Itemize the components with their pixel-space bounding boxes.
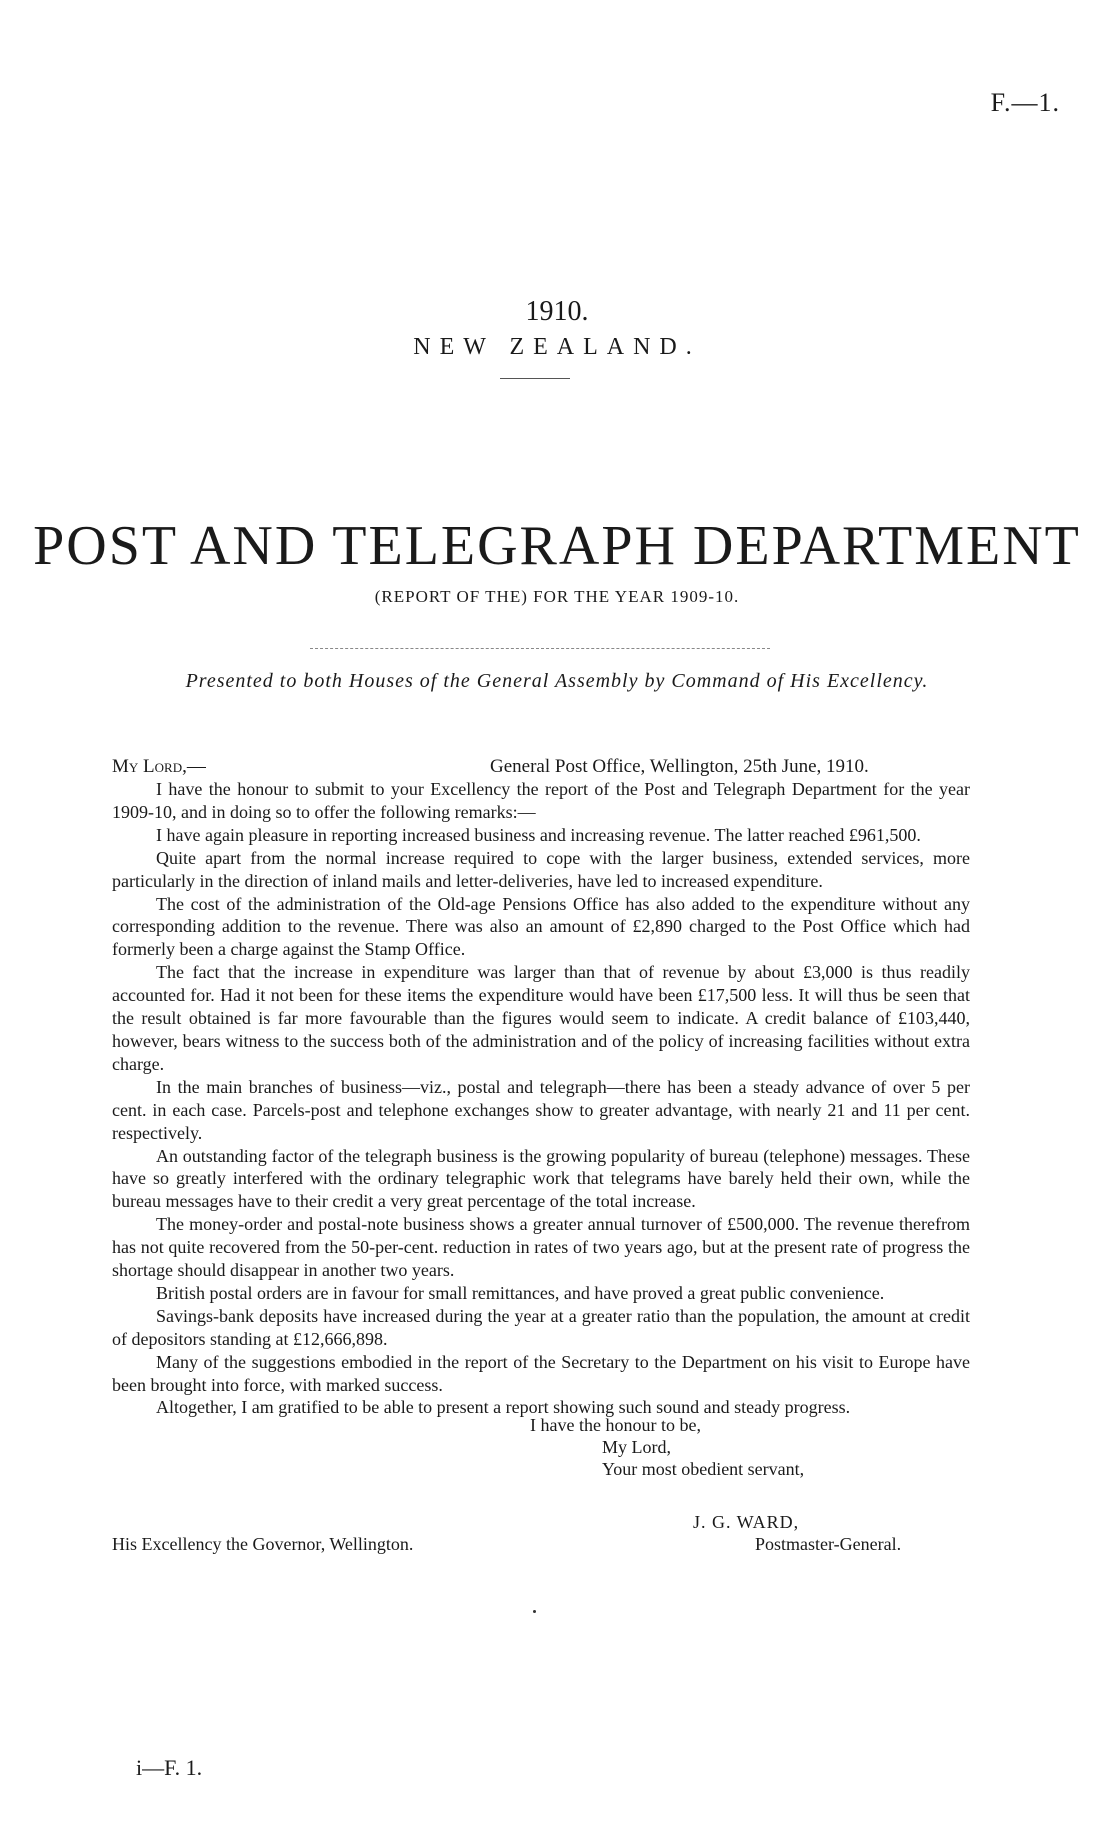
paragraph: An outstanding factor of the telegraph business is the growing popularity of bureau (telephone) messages. These have so greatly interfered with the ordinary telegraphic work that telegrams have barely held their own, while the bureau messages have to their credit a very great percentage of the total increase.: [112, 1145, 970, 1212]
document-year: 1910.: [525, 296, 589, 327]
salutation: My Lord,—: [112, 756, 206, 777]
page-reference: F.—1.: [990, 88, 1060, 117]
closing-line: My Lord,: [602, 1437, 671, 1457]
closing-line: Your most obedient servant,: [602, 1459, 805, 1479]
presented-line: Presented to both Houses of the General Assembly by Command of His Excellency.: [185, 670, 929, 692]
paragraph: Quite apart from the normal increase required to cope with the larger business, extended services, more particularly in the direction of inland mails and letter-deliveries, have led to increased expenditure.: [112, 847, 970, 891]
paragraph: British postal orders are in favour for small remittances, and have proved a great public convenience.: [156, 1282, 885, 1303]
paragraph: The fact that the increase in expenditure was larger than that of revenue by about £3,000 is thus readily accounted for. Had it not been for these items the expenditure would have been £17,500 less. It will thus be seen that the result obtained is far more favourable than the figures would seem to indicate. A credit balance of £103,440, however, bears witness to the success both of the administration and of the policy of increasing facilities without extra charge.: [112, 962, 970, 1074]
paragraph: Savings-bank deposits have increased during the year at a greater ratio than the population, the amount at credit of depositors standing at £12,666,898.: [112, 1305, 970, 1349]
paragraph: Altogether, I am gratified to be able to present a report showing such sound and steady progress.: [156, 1397, 851, 1418]
signatory-title: Postmaster-General.: [755, 1534, 902, 1554]
short-divider: [500, 378, 570, 379]
letter-body: [112, 778, 970, 1419]
dateline: General Post Office, Wellington, 25th June, 1910.: [490, 756, 869, 777]
paragraph: I have again pleasure in reporting increased business and increasing revenue. The latter reached £961,500.: [156, 824, 921, 845]
signatory-name: J. G. WARD,: [693, 1512, 800, 1532]
report-subtitle: (REPORT OF THE) FOR THE YEAR 1909-10.: [374, 587, 740, 606]
paragraph: The money-order and postal-note business shows a greater annual turnover of £500,000. The revenue therefrom has not quite recovered from the 50-per-cent. reduction in rates of two years ago, but at the present rate of progress the shortage should disappear in another two years.: [112, 1214, 970, 1281]
report-title: POST AND TELEGRAPH DEPARTMENT: [33, 515, 1081, 577]
print-mark: [533, 1610, 536, 1613]
paragraph: I have the honour to submit to your Excellency the report of the Post and Telegraph Department for the year 1909-10, and in doing so to offer the following remarks:—: [112, 779, 970, 822]
closing-line: I have the honour to be,: [530, 1415, 701, 1435]
paragraph: The cost of the administration of the Old-age Pensions Office has also added to the expenditure without any corresponding addition to the revenue. There was also an amount of £2,890 charged to the Post Office which had formerly been a charge against the Stamp Office.: [112, 893, 970, 960]
page-footer: i—F. 1.: [136, 1755, 203, 1780]
paragraph: In the main branches of business—viz., postal and telegraph—there has been a steady advance of over 5 per cent. in each case. Parcels-post and telephone exchanges show to greater advantage, with nearly 21 and 11 per cent. respectively.: [112, 1076, 970, 1143]
addressee: His Excellency the Governor, Wellington.: [112, 1534, 414, 1554]
country-heading: NEW ZEALAND.: [413, 334, 701, 360]
paragraph: Many of the suggestions embodied in the report of the Secretary to the Department on his visit to Europe have been brought into force, with marked success.: [112, 1351, 970, 1395]
dashed-divider: [310, 648, 770, 649]
